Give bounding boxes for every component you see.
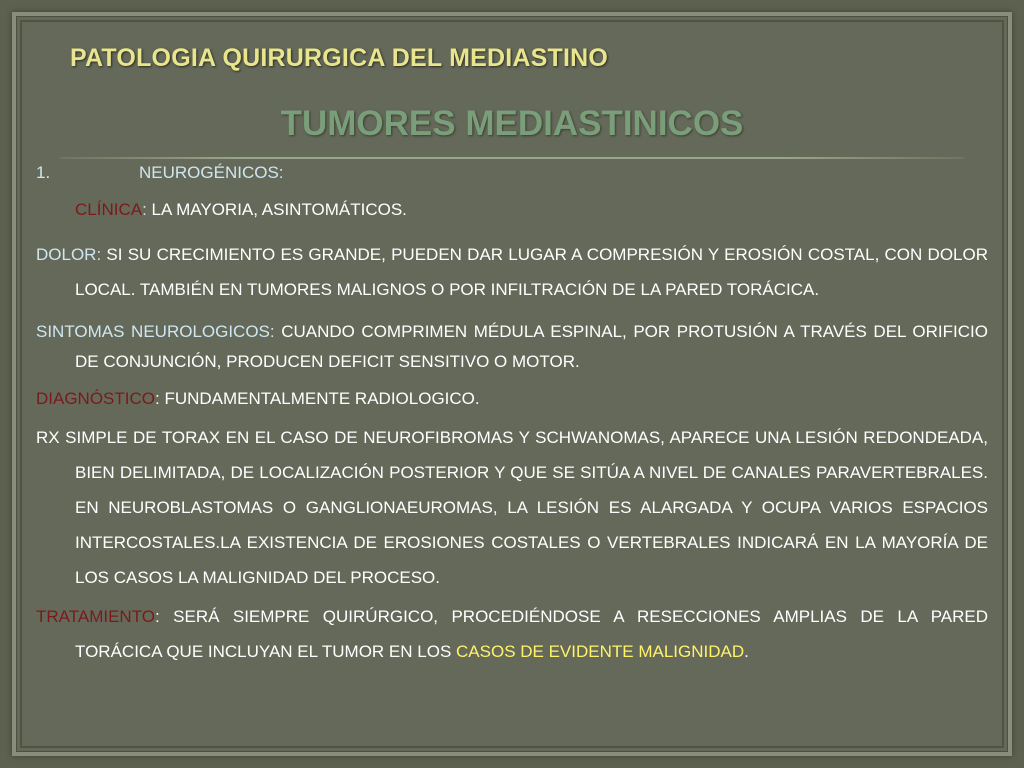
diagnostico-text: : FUNDAMENTALMENTE RADIOLOGICO.	[155, 389, 480, 408]
slide-title: TUMORES MEDIASTINICOS	[280, 104, 744, 143]
clinica-text: LA MAYORIA, ASINTOMÁTICOS.	[146, 200, 407, 219]
header-title: PATOLOGIA QUIRURGICA DEL MEDIASTINO	[70, 44, 609, 72]
tratamiento-text: : SERÁ SIEMPRE QUIRÚRGICO, PROCEDIÉNDOSE A RESECCIONES AMPLIAS DE LA PARED TORÁCICA QUE INCLUYAN EL TUMOR EN LOS	[75, 607, 988, 661]
rx-paragraph: RX SIMPLE DE TORAX EN EL CASO DE NEUROFIBROMAS Y SCHWANOMAS, APARECE UNA LESIÓN REDONDEADA, BIEN DELIMITADA, DE LOCALIZACIÓN POSTERIOR Y QUE SE SITÚA A NIVEL DE CANALES PARAVERTEBRALES. EN NEUROBLASTOMAS O GANGLIONAEUROMAS, LA LESIÓN ES ALARGADA Y OCUPA VARIOS ESPACIOS INTERCOSTALES.LA EXISTENCIA DE EROSIONES COSTALES O VERTEBRALES INDICARÁ EN LA MAYORÍA DE LOS CASOS LA MALIGNIDAD DEL PROCESO.	[36, 428, 988, 587]
sintomas-text: CUANDO COMPRIMEN MÉDULA ESPINAL, POR PROTUSIÓN A TRAVÉS DEL ORIFICIO DE CONJUNCIÓN, PRODUCEN DEFICIT SENSITIVO O MOTOR.	[75, 322, 988, 371]
sintomas-label: SINTOMAS NEUROLOGICOS:	[36, 322, 275, 341]
slide-content	[36, 158, 988, 669]
section-number: 1.	[36, 163, 51, 182]
diagnostico-paragraph	[36, 381, 988, 416]
tratamiento-label: TRATAMIENTO	[36, 607, 155, 626]
tratamiento-end: .	[744, 642, 749, 661]
sintomas-paragraph	[36, 317, 988, 377]
dolor-paragraph	[36, 237, 988, 307]
clinica-label: CLÍNICA	[75, 200, 143, 219]
section-heading	[36, 158, 988, 188]
clinica-paragraph	[36, 192, 988, 227]
clinica-separator: :	[142, 200, 147, 219]
dolor-label: DOLOR:	[36, 245, 102, 264]
tratamiento-highlight: CASOS DE EVIDENTE MALIGNIDAD	[456, 642, 745, 661]
tratamiento-paragraph	[36, 599, 988, 669]
section-label: NEUROGÉNICOS:	[139, 163, 284, 182]
dolor-text: SI SU CRECIMIENTO ES GRANDE, PUEDEN DAR LUGAR A COMPRESIÓN Y EROSIÓN COSTAL, CON DOLOR LOCAL. TAMBIÉN EN TUMORES MALIGNOS O POR INFILTRACIÓN DE LA PARED TORÁCICA.	[75, 245, 988, 299]
diagnostico-label: DIAGNÓSTICO	[36, 389, 156, 408]
